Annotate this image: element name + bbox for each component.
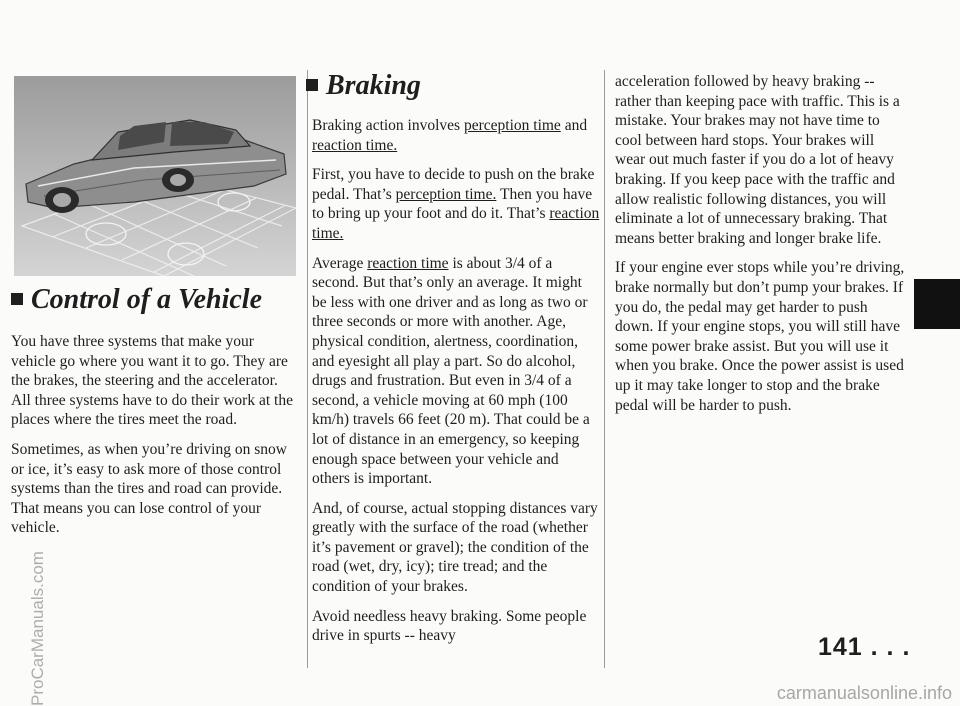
right-column [615, 72, 907, 425]
watermark-vertical: ProCarManuals.com [28, 551, 47, 706]
paragraph: First, you have to decide to push on the brake pedal. That’s perception time. Then you have to bring up your foot and do it. That’s reaction time. [312, 166, 600, 242]
paragraph: Sometimes, as when you’re driving on snow or ice, it’s easy to ask more of those control systems than the tires and road can provide. That means you can lose control of your vehicle. [11, 440, 287, 537]
section-bullet-icon [306, 79, 318, 91]
middle-column [312, 70, 600, 656]
section-bullet-icon [11, 293, 23, 305]
car-on-grid-image [14, 76, 296, 276]
watermark-bottom: carmanualsonline.info [776, 683, 952, 703]
paragraph: Average reaction time is about 3/4 of a second. But that’s only an average. It might be less with one driver and as long as two or three seconds or more with another. Age, physical condition, alertness, coordination, and eyesight all play a part. So do alcohol, drugs and frustration. But even in 3/4 of a second, a vehicle moving at 60 mph (100 km/h) travels 66 feet (20 m). That could be a lot of distance in an emergency, so keeping enough space between your vehicle and others is important. [312, 254, 590, 488]
paragraph: acceleration followed by heavy braking -- rather than keeping pace with traffic. This is a mistake. Your brakes may not have time to cool between hard stops. Your brakes will wear out much faster if you do a lot of heavy braking. If you keep pace with the traffic and allow realistic following distances, you will eliminate a lot of unnecessary braking. That means better braking and longer brake life. [615, 73, 900, 247]
column-divider-left [307, 70, 308, 668]
section-heading-control: Control of a Vehicle [11, 284, 295, 316]
paragraph: If your engine ever stops while you’re driving, brake normally but don’t pump your brakes. If you do, the pedal may get harder to push down. If your engine stops, you will still have some power brake assist. But you will use it when you brake. Once the power assist is used up it may take longer to stop and the brake pedal will be harder to push. [615, 259, 905, 414]
section-tab-marker [914, 279, 960, 329]
paragraph: Avoid needless heavy braking. Some people drive in spurts -- heavy [312, 607, 587, 645]
vehicle-illustration [14, 76, 296, 276]
page-number: 141 . . . [818, 633, 911, 661]
paragraph: Braking action involves perception time and reaction time. [312, 117, 588, 154]
paragraph: You have three systems that make your vehicle go where you want it to go. They are the brakes, the steering and the accelerator. All three systems have to do their work at the places where the tires meet the road. [11, 333, 293, 429]
paragraph: And, of course, actual stopping distances vary greatly with the surface of the road (whether it’s pavement or gravel); the condition of the road (wet, dry, icy); tire tread; and the condition of your brakes. [312, 499, 598, 596]
column-divider-right [604, 70, 605, 668]
section-heading-braking: Braking [306, 70, 600, 102]
left-column [11, 284, 295, 548]
